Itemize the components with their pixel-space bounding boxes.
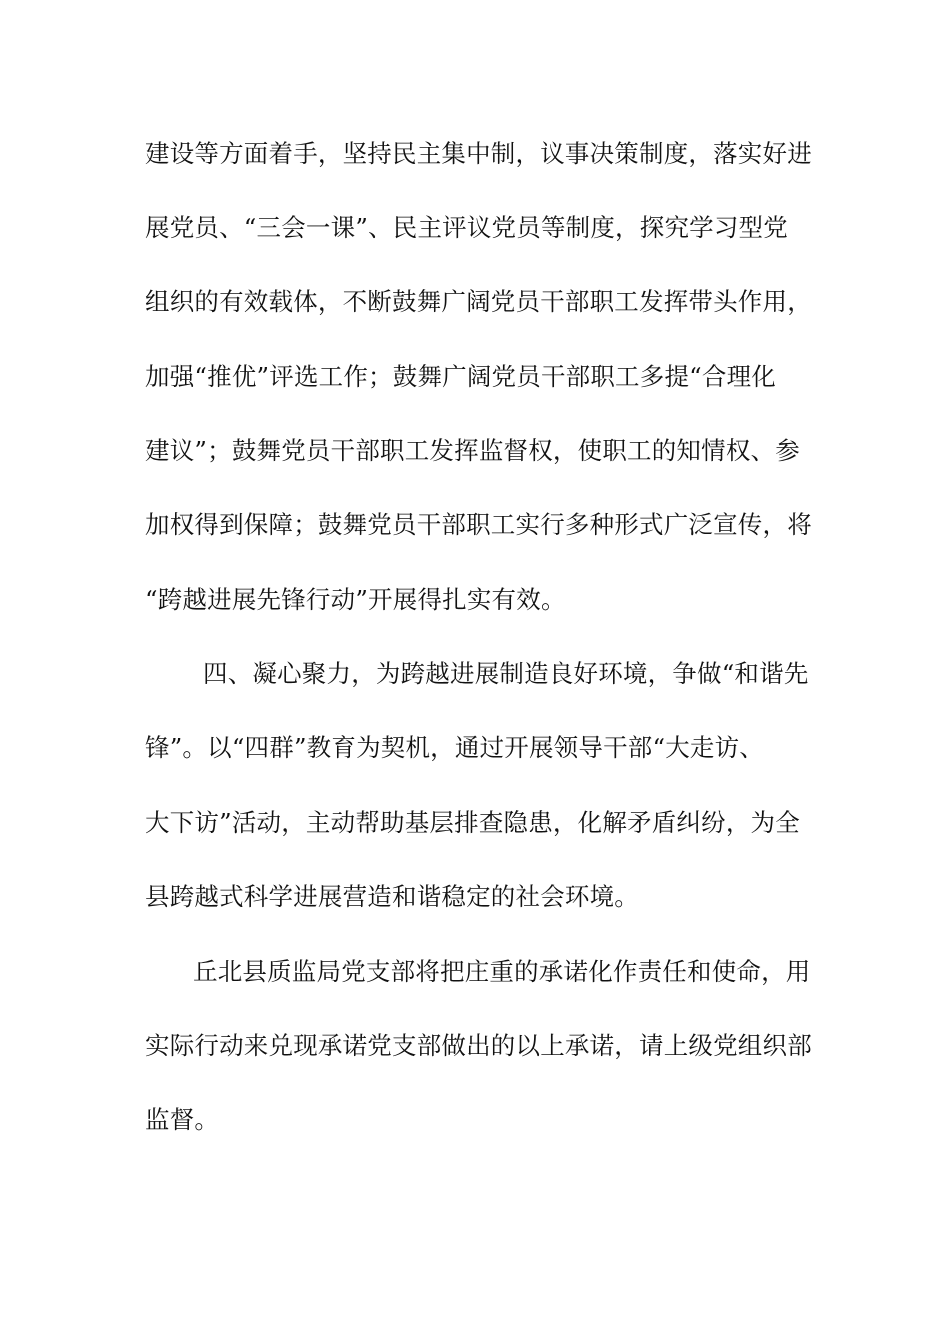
paragraph-line: 加权得到保障；鼓舞党员干部职工实行多种形式广泛宣传，将 [145, 510, 812, 539]
paragraph-line: 展党员、“三会一课”、民主评议党员等制度，探究学习型党 [145, 213, 788, 242]
closing-paragraph-line: 丘北县质监局党支部将把庄重的承诺化作责任和使命，用 [193, 957, 811, 986]
closing-paragraph-line: 监督。 [145, 1105, 220, 1134]
paragraph-line: 建议”；鼓舞党员干部职工发挥监督权，使职工的知情权、参 [145, 436, 800, 465]
paragraph-line: 加强“推优”评选工作；鼓舞广阔党员干部职工多提“合理化 [145, 362, 776, 391]
paragraph-line: 县跨越式科学进展营造和谐稳定的社会环境。 [145, 882, 639, 911]
paragraph-line: “跨越进展先锋行动”开展得扎实有效。 [145, 585, 566, 614]
paragraph-line: 建设等方面着手，坚持民主集中制，议事决策制度，落实好进 [145, 139, 812, 168]
paragraph-line: 大下访”活动，主动帮助基层排查隐患，化解矛盾纠纷，为全 [145, 808, 800, 837]
paragraph-line: 组织的有效载体，不断鼓舞广阔党员干部职工发挥带头作用， [145, 287, 812, 316]
closing-paragraph-line: 实际行动来兑现承诺党支部做出的以上承诺，请上级党组织部 [145, 1031, 812, 1060]
paragraph-line: 锋”。以“四群”教育为契机，通过开展领导干部“大走访、 [145, 733, 764, 762]
section-heading-line: 四、凝心聚力，为跨越进展制造良好环境，争做“和谐先 [203, 659, 809, 688]
